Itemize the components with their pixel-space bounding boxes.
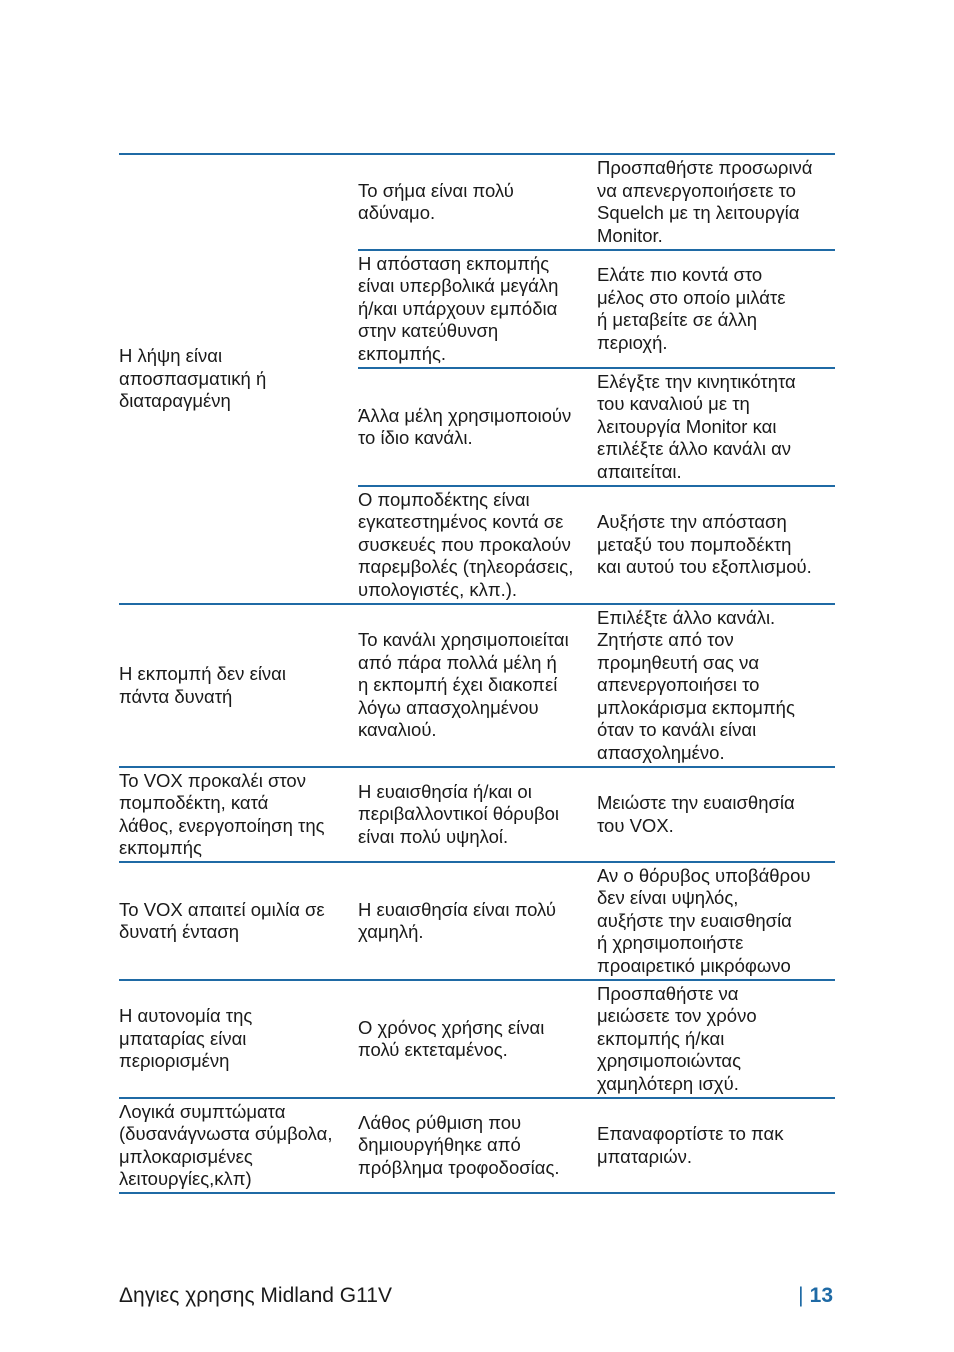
symptom-cell: Το VOX προκαλέι στον πομποδέκτη, κατά λάθος, ενεργοποίηση της εκπομπής [119,767,358,862]
footer-separator: | [798,1284,804,1307]
cause-cell: Το σήμα είναι πολύ αδύναμο. [358,154,597,250]
troubleshooting-table [119,153,835,1194]
solution-cell: Αυξήστε την απόσταση μεταξύ του πομποδέκτη και αυτού του εξοπλισμού. [597,486,835,604]
solution-cell: Μειώστε την ευαισθησία του VOX. [597,767,835,862]
solution-cell: Προσπαθήστε να μειώσετε τον χρόνο εκπομπής ή/και χρησιμοποιώντας χαμηλότερη ισχύ. [597,980,835,1098]
table-row [119,154,835,250]
cause-cell: Ο πομποδέκτης είναι εγκατεστημένος κοντά σε συσκευές που προκαλούν παρεμβολές (τηλεοράσεις, υπολογιστές, κλπ.). [358,486,597,604]
cause-cell: Ο χρόνος χρήσης είναι πολύ εκτεταμένος. [358,980,597,1098]
solution-cell: Ελέγξτε την κινητικότητα του καναλιού με τη λειτουργία Monitor και επιλέξτε άλλο κανάλι αν απαιτείται. [597,368,835,486]
cause-cell: Λάθος ρύθμιση που δημιουργήθηκε από πρόβλημα τροφοδοσίας. [358,1098,597,1193]
symptom-cell: Η λήψη είναι αποσπασματική ή διαταραγμένη [119,154,358,604]
table-row [119,767,835,862]
cause-cell: Άλλα μέλη χρησιμοποιούν το ίδιο κανάλι. [358,368,597,486]
symptom-cell: Το VOX απαιτεί ομιλία σε δυνατή ένταση [119,862,358,980]
table-row [119,604,835,767]
table-row [119,1098,835,1193]
solution-cell: Επιλέξτε άλλο κανάλι. Ζητήστε από τον προμηθευτή σας να απενεργοποιήσει το μπλοκάρισμα εκπομπής όταν το κανάλι είναι απασχολημένο. [597,604,835,767]
cause-cell: Η απόσταση εκπομπής είναι υπερβολικά μεγάλη ή/και υπάρχουν εμπόδια στην κατεύθυνση εκπομπής. [358,250,597,368]
solution-cell: Αν ο θόρυβος υποβάθρου δεν είναι υψηλός, αυξήστε την ευαισθησία ή χρησιμοποιήστε προαιρετικό μικρόφωνο [597,862,835,980]
footer-document-title: Δηγιες χρησης Midland G11V [119,1284,392,1307]
table-row [119,862,835,980]
solution-cell: Ελάτε πιο κοντά στο μέλος στο οποίο μιλάτε ή μεταβείτε σε άλλη περιοχή. [597,250,835,368]
solution-cell: Προσπαθήστε προσωρινά να απενεργοποιήσετε το Squelch με τη λειτουργία Monitor. [597,154,835,250]
symptom-cell: Η εκπομπή δεν είναι πάντα δυνατή [119,604,358,767]
symptom-cell: Η αυτονομία της μπαταρίας είναι περιορισμένη [119,980,358,1098]
table-row [119,980,835,1098]
cause-cell: Η ευαισθησία είναι πολύ χαμηλή. [358,862,597,980]
symptom-cell: Λογικά συμπτώματα (δυσανάγνωστα σύμβολα, μπλοκαρισμένες λειτουργίες,κλπ) [119,1098,358,1193]
solution-cell: Επαναφορτίστε το πακ μπαταριών. [597,1098,835,1193]
footer-page-number [798,1284,833,1308]
cause-cell: Η ευαισθησία ή/και οι περιβαλλοντικοί θόρυβοι είναι πολύ υψηλοί. [358,767,597,862]
page-number: 13 [809,1284,833,1307]
cause-cell: Το κανάλι χρησιμοποιείται από πάρα πολλά μέλη ή η εκπομπή έχει διακοπεί λόγω απασχολημένου καναλιού. [358,604,597,767]
